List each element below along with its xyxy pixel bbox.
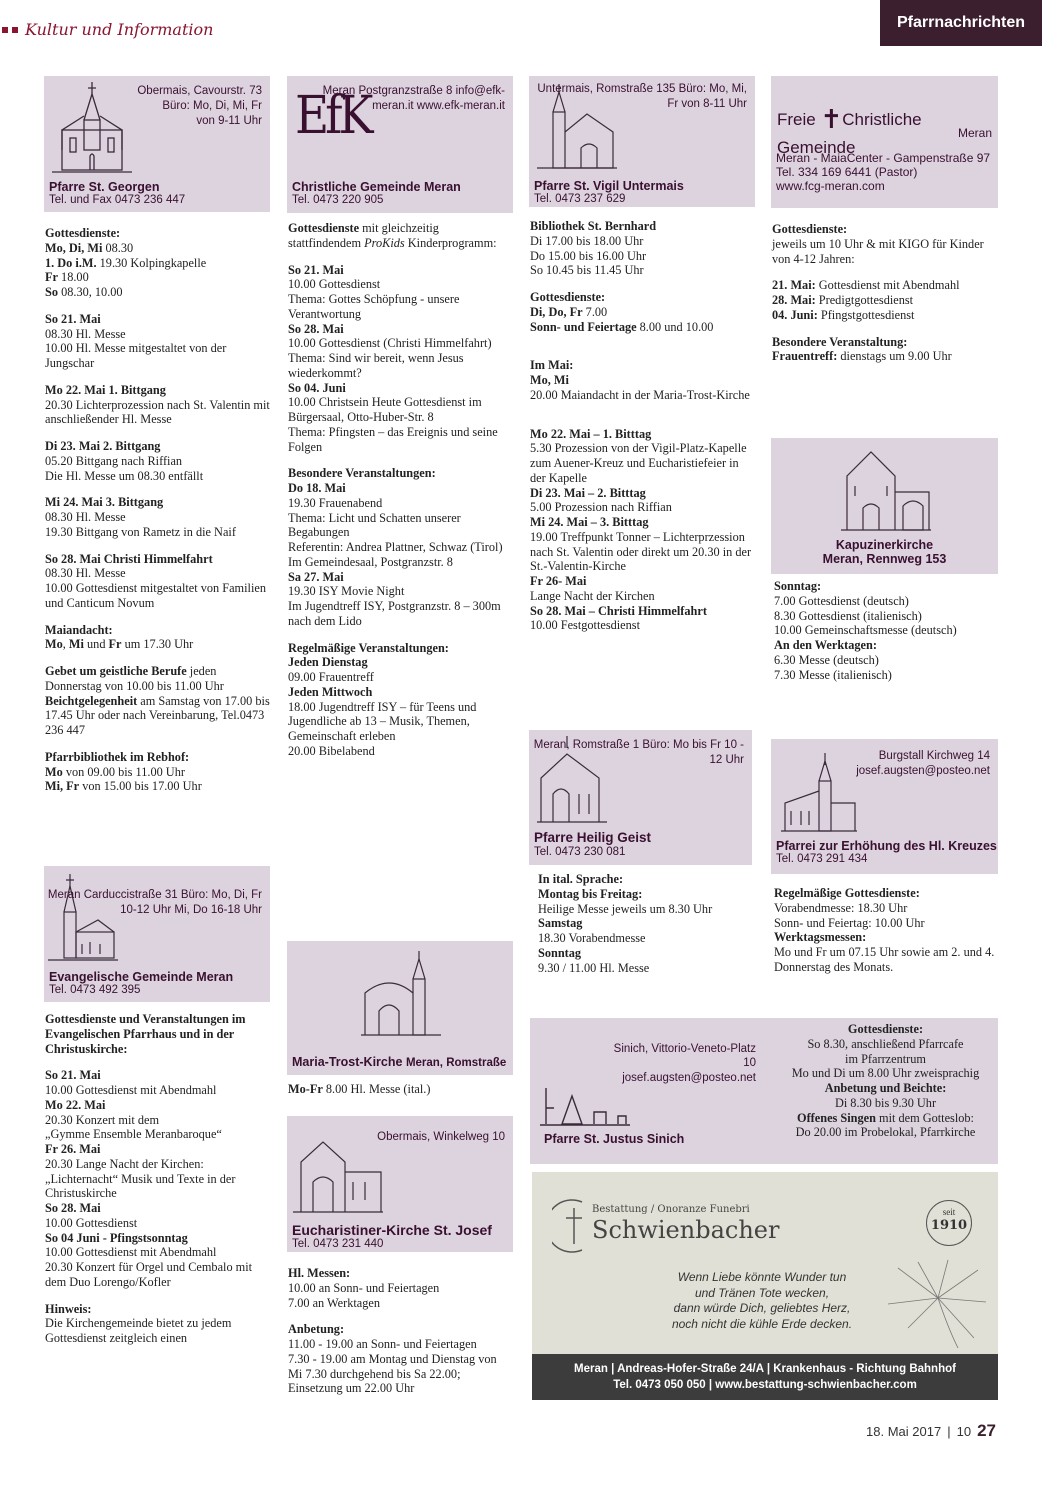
box-fcg [771,76,998,208]
church-drawing-icon [540,1078,630,1128]
address: Meran - MaiaCenter - Gampenstraße 97 Tel. 334 169 6441 (Pastor) www.fcg-meran.com [776,151,991,193]
text-fcg [771,222,997,364]
text-line: 21. Mai: Gottesdienst mit Abendmahl [772,278,960,293]
contact-phone-web: Tel. 0473 050 050 | www.bestattung-schwienbacher.com [613,1379,917,1392]
text-line: So 04 Juni - Pfingstsonntag [45,1230,188,1245]
text-line: Im Mai: [530,358,574,373]
brand-subtitle: Bestattung / Onoranze Funebri [592,1204,750,1215]
text-line: Sa 27. Mai [288,569,344,584]
text-line: 10.00 Gottesdienst Thema: Gottes Schöpfung - unsere Verantwortung [288,277,460,321]
text-line: Samstag [538,916,583,931]
text-line: So 28. Mai – Christi Himmelfahrt [530,603,707,618]
cross-icon [552,1198,596,1254]
text-line: Frauentreff: dienstags um 9.00 Uhr [772,349,952,364]
text-line: So 8.30, anschließend Pfarrcafe im Pfarrzentrum Mo und Di um 8.00 Uhr zweisprachig [791,1036,980,1081]
text-line: Fr 26. Mai [45,1142,101,1156]
text-line: 08.30 Hl. Messe 19.30 Bittgang von Rametz in die Naif [45,510,236,539]
text-line: 08.30 Hl. Messe 10.00 Hl. Messe mitgestaltet von der Jungschar [45,326,227,370]
box-st-justus [530,1018,998,1164]
phone: Tel. 0473 492 395 [49,984,141,997]
text-line: Mo von 09.00 bis 11.00 Uhr [45,764,185,779]
address: Meran Carduccistraße 31 Büro: Mo, Di, Fr 10-12 Uhr Mi, Do 16-18 Uhr [47,889,262,916]
text-line: 10.00 Festgottesdienst [530,618,640,633]
text-line: Montag bis Freitag: [538,886,643,901]
parish-name: Pfarre St. Justus Sinich [544,1132,685,1146]
footer-separator: | [947,1424,951,1439]
text-eucharistiner [287,1266,513,1396]
text-line: Offenes Singen mit dem Gotteslob: [797,1110,974,1125]
poem: Wenn Liebe könnte Wunder tun und Tränen Tote wecken, dann würde Dich, geliebtes Herz, noch nicht die kühle Erde decken. [671,1270,853,1331]
page-number: 27 [977,1421,996,1440]
text-line: Hinweis: [45,1301,92,1316]
text-line: So 21. Mai [45,1068,101,1083]
text-line: 5.00 Prozession nach Riffian [530,500,672,515]
text-line: So 08.30, 10.00 [45,285,123,299]
text-line: Mo 22. Mai 1. Bittgang [45,382,166,397]
text-line: Besondere Veranstaltung: [772,334,908,349]
text-line: 18.00 Jugendtreff ISY – für Teens und Jugendliche ab 13 – Musik, Themen, Gemeinschaft erleben 20.00 Bibelabend [288,699,477,758]
text-line: 20.00 Maiandacht in der Maria-Trost-Kirche [530,387,750,402]
text-line: 19.30 ISY Movie Night Im Jugendtreff ISY, Postgranzstr. 8 – 300m nach dem Lido [288,584,501,628]
box-eucharistiner [287,1116,513,1252]
fcg-logo-sub: Meran [957,126,992,140]
brand-name: Schwienbacher [592,1216,780,1244]
text-line: Lange Nacht der Kirchen [530,588,655,603]
parish-name: Eucharistiner-Kirche St. Josef Tel. 0473 231 440 [292,1222,492,1251]
text-line: 05.20 Bittgang nach Riffian Die Hl. Messe um 08.30 entfällt [45,453,204,483]
box-heilig-geist [529,730,752,865]
seal-badge: seit 1910 [926,1200,972,1246]
text-line: Die Kirchengemeinde bietet zu jedem Gottesdienst zeitgleich einen [45,1316,232,1345]
church-drawing-icon [361,949,441,1037]
text-line: 11.00 - 19.00 an Sonn- und Feiertagen 7.30 - 19.00 am Montag und Dienstag von Mi 7.30 durchgehend bis Sa 22.00; Einsetzung um 22.00 Uhr [288,1337,497,1396]
text-line: Gottesdienste und Veranstaltungen im Evangelischen Pfarrhaus und in der Christuskirche: [45,1012,246,1056]
text-maria-trost [287,1082,513,1097]
box-hl-kreuz [771,739,998,874]
phone: Tel. und Fax 0473 236 447 [49,194,186,207]
text-line: 10.00 Gottesdienst mit Abendmahl 20.30 Konzert für Orgel und Cembalo mit dem Duo Lorengo/Kofler [45,1245,253,1289]
fcg-logo: Freie ✝Christliche Gemeinde [777,105,922,157]
text-hl-kreuz [773,886,1000,975]
text-line: Mo 22. Mai [45,1097,106,1112]
text-line: Werktagsmessen: [774,930,867,945]
phone: Tel. 0473 237 629 [534,193,626,206]
column-2 [287,76,513,1396]
text-evangelisch [44,1012,270,1346]
text-line: 9.30 / 11.00 Hl. Messe [538,960,650,975]
text-line: 20.30 Konzert mit dem „Gymme Ensemble Meranbaroque“ [45,1112,222,1142]
text-kapuziner [773,579,1000,682]
text-line: Sonntag: [774,579,822,593]
parish-name: Maria-Trost-Kirche Meran, Romstraße [292,1055,507,1069]
text-line: Fr 18.00 [45,270,89,285]
address: Meran, Romstraße 1 Büro: Mo bis Fr 10 - 12 Uhr [533,739,744,766]
section-header [2,20,213,39]
text-line: Di 23. Mai – 2. Bitttag [530,485,646,500]
section-tag: Pfarrnachrichten [880,0,1042,46]
phone: Tel. 0473 291 434 [776,853,868,866]
text-line: Sonn- und Feiertage 8.00 und 10.00 [530,319,714,334]
column-1 [44,76,270,1345]
text-line: Mo, Di, Mi 08.30 [45,240,134,255]
text-line: 6.30 Messe (deutsch) 7.30 Messe (italienisch) [774,652,892,682]
address: Meran, Rennweg 153 [822,552,947,567]
text-line: 10.00 Gottesdienst mit Abendmahl [45,1083,217,1097]
text-heilig-geist [537,872,760,975]
page-footer [866,1421,996,1441]
text-line: Gottesdienste mit gleichzeitig stattfindendem ProKids Kinderprogramm: [288,221,497,250]
text-line: Sonntag [538,945,582,960]
text-line: Do 20.00 im Probelokal, Pfarrkirche [795,1125,976,1140]
box-efk [287,76,513,213]
text-line: 19.30 Frauenabend Thema: Licht und Schatten unserer Begabungen Referentin: Andrea Plattner, Schwaz (Tirol) Im Gemeindesaal, Postgranzstr. 8 [288,495,503,569]
text-line: Gottesdienste: [772,222,848,236]
text-line: Mo-Fr 8.00 Hl. Messe (ital.) [288,1082,431,1096]
contact-address: Meran | Andreas-Hofer-Straße 24/A | Krankenhaus - Richtung Bahnhof [574,1363,956,1375]
text-line: 04. Juni: Pfingstgottesdienst [772,307,915,322]
box-evangelisch [44,866,270,1002]
phone: Tel. 0473 220 905 [292,194,384,207]
issue-number: 10 [956,1424,972,1439]
text-line: 18.30 Vorabendmesse [538,931,646,945]
issue-date: 18. Mai 2017 [866,1424,942,1439]
text-line: Mo 22. Mai – 1. Bitttag [530,426,652,441]
text-line: Mo, Mi und Fr um 17.30 Uhr [45,637,194,652]
church-drawing-icon [52,80,132,174]
text-line: Anbetung und Beichte: [824,1081,947,1095]
text-efk [287,221,513,759]
text-line: Maiandacht: [45,622,113,637]
text-st-vigil [529,219,755,633]
text-line: jeweils um 10 Uhr & mit KIGO für Kinder von 4-12 Jahren: [772,236,984,266]
text-line: Gottesdienste: [45,226,121,240]
text-line: Mi 24. Mai – 3. Bitttag [530,515,649,529]
text-line: Do 18. Mai [288,481,346,495]
text-line: 20.30 Lichterprozession nach St. Valentin mit anschließender Hl. Messe [45,397,270,427]
text-line: Jeden Dienstag [288,655,368,670]
text-line: Mo und Fr um 07.15 Uhr sowie am 2. und 4. Donnerstag des Monats. [774,945,995,974]
text-line: Di 17.00 bis 18.00 Uhr Do 15.00 bis 16.00 Uhr So 10.45 bis 11.45 Uhr [530,233,647,278]
parish-name: Kapuzinerkirche Meran, Rennweg 153 [822,538,947,567]
parish-name: Pfarre St. Vigil Untermais Tel. 0473 237 629 [534,179,684,206]
text-line: 10.00 an Sonn- und Feiertagen 7.00 an Werktagen [288,1280,440,1310]
text-line: 10.00 Gottesdienst [45,1215,138,1230]
text-line: Bibliothek St. Bernhard [530,219,657,233]
text-line: Jeden Mittwoch [288,684,373,699]
text-line: Mi, Fr von 15.00 bis 17.00 Uhr [45,779,202,794]
text-line: So 21. Mai [45,311,101,326]
text-line: Hl. Messen: [288,1266,351,1280]
box-st-vigil [529,76,755,207]
text-line: Mo, Mi [530,373,569,387]
text-line: Regelmäßige Gottesdienste: [774,886,920,900]
address: Sinich, Vittorio-Veneto-Platz 10 josef.augsten@posteo.net [613,1043,756,1084]
text-line: Gebet um geistliche Berufe jeden Donnerstag von 10.00 bis 11.00 Uhr [45,664,224,693]
text-line: Heilige Messe jeweils um 8.30 Uhr [538,901,713,916]
text-line: Mi 24. Mai 3. Bittgang [45,495,164,510]
box-kapuziner [771,438,998,574]
text-line: 5.30 Prozession von der Vigil-Platz-Kapelle zum Auener-Kreuz und Eucharistiefeier in der Kapelle [530,441,747,485]
text-line: Pfarrbibliothek im Rebhof: [45,749,190,764]
parish-name: Pfarrei zur Erhöhung des Hl. Kreuzes Tel. 0473 291 434 [776,839,997,866]
column-4 [771,76,997,974]
box-maria-trost [287,941,513,1075]
address: Meran Postgranzstraße 8 info@efk-meran.it www.efk-meran.it [322,85,505,112]
text-line: 09.00 Frauentreff [288,670,374,684]
address: Burgstall Kirchweg 14 josef.augsten@posteo.net [856,750,990,777]
header-squares-icon [2,27,18,33]
text-line: So 28. Mai [45,1201,101,1215]
text-line: Vorabendmesse: 18.30 Uhr Sonn- und Feiertag: 10.00 Uhr [774,900,925,930]
text-line: Regelmäßige Veranstaltungen: [288,640,449,655]
brand [592,1204,779,1245]
text-line: 28. Mai: Predigtgottesdienst [772,293,914,307]
address: Obermais, Cavourstr. 73 Büro: Mo, Di, Mi, Fr von 9-11 Uhr [137,85,262,127]
text-line: Di, Do, Fr 7.00 [530,304,608,319]
text-line: 19.00 Treffpunkt Tonner – Lichterprzession nach St. Valentin oder direkt um 20.30 in der St.-Valentin-Kirche [530,529,752,574]
text-line: 10.00 Christsein Heute Gottesdienst im Bürgersaal, Otto-Huber-Str. 8 Thema: Pfingsten – das Ereignis und seine Folgen [288,395,498,454]
contact-bar [532,1354,998,1400]
text-line: Di 8.30 bis 9.30 Uhr [834,1095,937,1110]
address: Obermais, Winkelweg 10 [377,1131,505,1143]
parish-name: Christliche Gemeinde Meran Tel. 0473 220 905 [292,180,461,207]
text-line: 10.00 Gottesdienst (Christi Himmelfahrt) Thema: Sind wir bereit, wenn Jesus wiederkommt? [288,336,492,380]
efk-logo: EfK [295,86,370,146]
text-line: 1. Do i.M. 19.30 Kolpingkapelle [45,255,207,270]
cross-icon: ✝ [820,105,843,135]
text-line: So 28. Mai [288,321,344,336]
text-line: Besondere Veranstaltungen: [288,466,436,481]
section-title: Kultur und Information [25,20,214,39]
text-line: So 21. Mai [288,262,344,277]
parish-name: Pfarre St. Georgen Tel. und Fax 0473 236 447 [49,180,186,207]
text-line: Gottesdienste: [847,1022,924,1036]
box-st-georgen [44,76,270,212]
text-line: Gottesdienste: [530,290,606,304]
address: Meran, Romstraße [405,1057,507,1069]
text-line: 7.00 Gottesdienst (deutsch) 8.30 Gottesdienst (italienisch) 10.00 Gemeinschaftsmesse (deutsch) [774,593,957,638]
phone: Tel. 0473 230 081 [534,845,626,858]
text-st-georgen [44,226,270,794]
text-line: So 28. Mai Christi Himmelfahrt [45,551,213,566]
text-line: Anbetung: [288,1322,345,1337]
text-line: So 04. Juni [288,380,346,395]
advertisement-schwienbacher [532,1172,998,1400]
text-line: 20.30 Lange Nacht der Kirchen: „Lichternacht“ Musik und Texte in der Christuskirche [45,1156,236,1201]
column-3 [529,76,755,975]
text-line: An den Werktagen: [774,638,877,652]
church-drawing-icon [293,1122,383,1214]
text-line: 08.30 Hl. Messe 10.00 Gottesdienst mitgestaltet von Familien und Canticum Novum [45,566,266,610]
church-drawing-icon [841,446,931,532]
text-line: Di 23. Mai 2. Bittgang [45,439,161,453]
dandelion-icon [878,1258,988,1348]
parish-name: Pfarre Heilig Geist Tel. 0473 230 081 [534,830,652,858]
text-line: In ital. Sprache: [538,872,624,886]
phone: Tel. 0473 231 440 [292,1238,384,1251]
text-line: Beichtgelegenheit am Samstag von 17.00 bis 17.45 Uhr oder nach Vereinbarung, Tel.0473 236 447 [45,693,270,737]
text-st-justus [776,1022,994,1140]
parish-name: Evangelische Gemeinde Meran Tel. 0473 492 395 [49,970,234,997]
text-line: Fr 26- Mai [530,574,587,588]
address: Untermais, Romstraße 135 Büro: Mo, Mi, Fr von 8-11 Uhr [537,83,747,110]
